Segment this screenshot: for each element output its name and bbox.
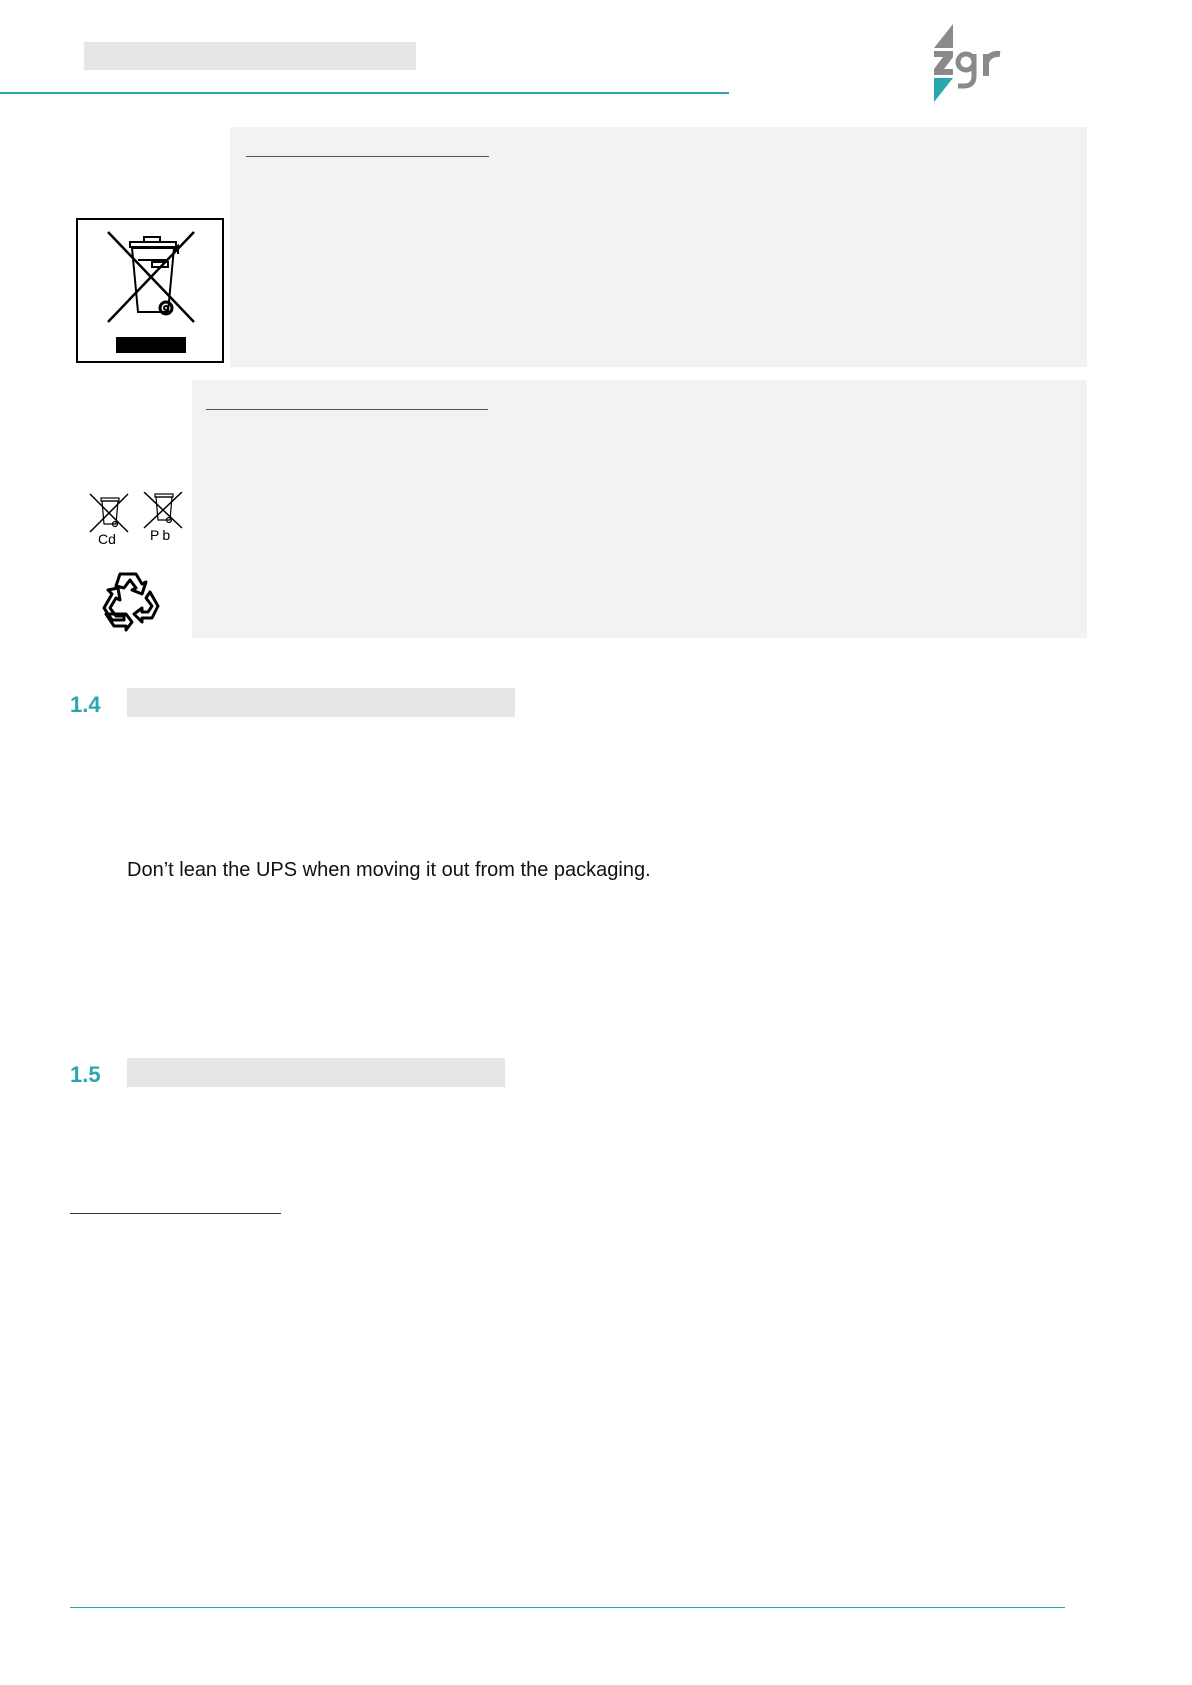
section-title-bar-1-4 [127, 688, 515, 717]
header-divider [0, 92, 729, 94]
battery-note-heading-underline [206, 409, 488, 410]
section-title-bar-1-5 [127, 1058, 505, 1087]
footer-divider [70, 1607, 1065, 1608]
header-title-bar [84, 42, 416, 70]
crossed-out-bin-pb-icon [140, 492, 188, 544]
weee-note-heading-underline [246, 156, 489, 157]
zgr-logo-icon [922, 24, 1012, 102]
subheading-underline [70, 1213, 281, 1214]
recycling-symbol-icon [96, 570, 168, 638]
battery-note-box [192, 380, 1087, 638]
battery-cd-label: Cd [98, 531, 116, 544]
packaging-note-text: Don’t lean the UPS when moving it out from the packaging. [127, 859, 651, 881]
crossed-out-wheelie-bin-icon [76, 218, 224, 363]
crossed-out-bin-cd-icon [86, 492, 134, 544]
section-number-1-5: 1.5 [70, 1062, 101, 1087]
section-number-1-4: 1.4 [70, 692, 101, 717]
battery-pb-label: Pb [150, 527, 174, 543]
weee-note-box [230, 127, 1087, 367]
